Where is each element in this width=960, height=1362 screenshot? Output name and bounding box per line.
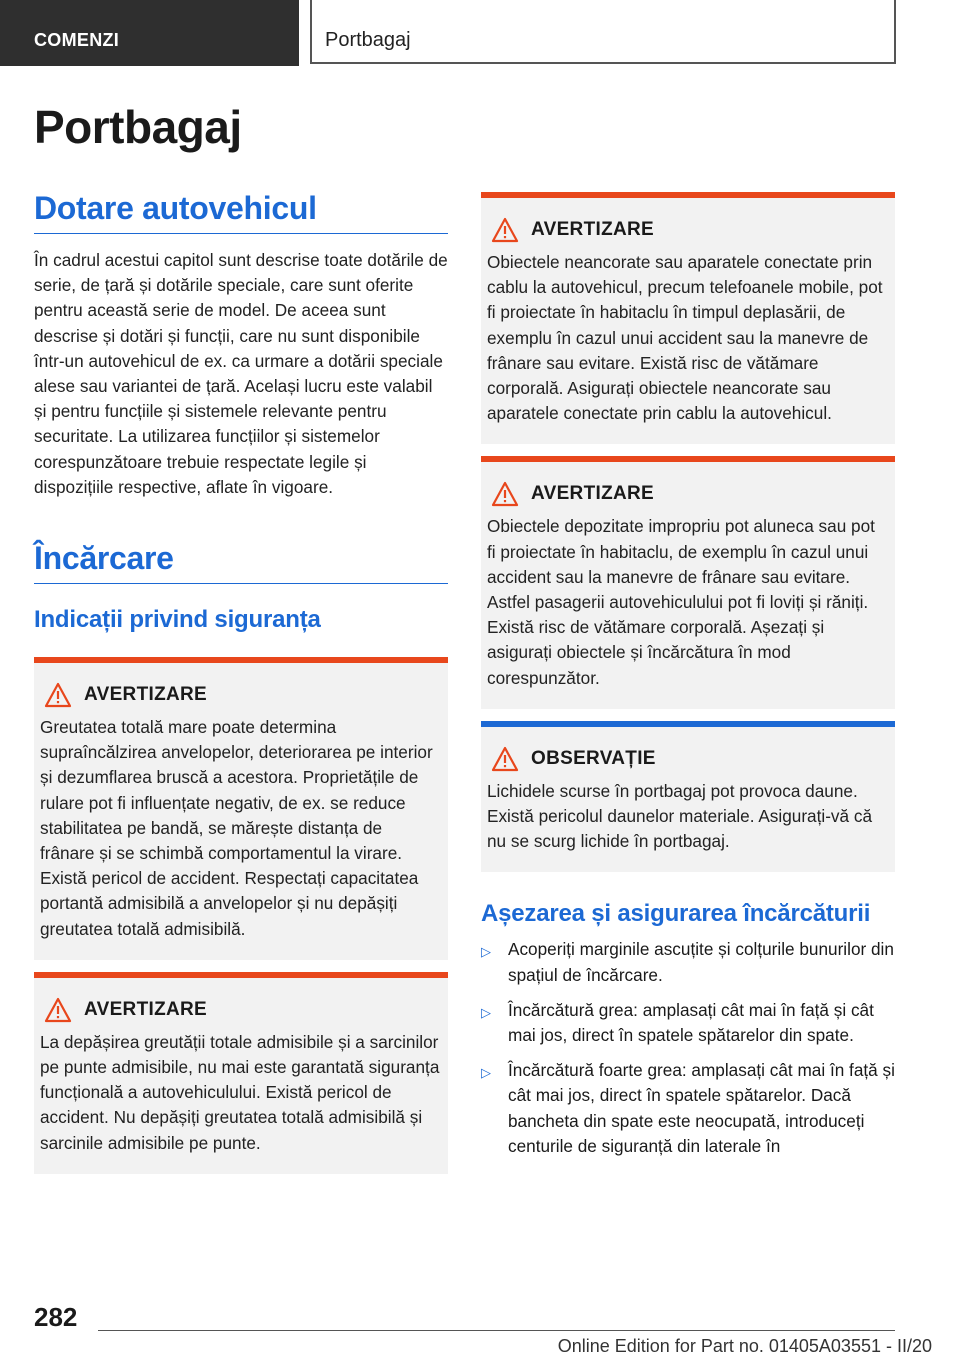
right-column <box>481 192 895 1169</box>
page-title: Portbagaj <box>34 101 242 153</box>
heading-incarcare: Încărcare <box>34 540 448 584</box>
warning-title: AVERTIZARE <box>84 998 207 1020</box>
page-number: 282 <box>34 1302 78 1332</box>
warning-triangle-icon <box>491 481 519 507</box>
subsection-label[interactable]: Portbagaj <box>310 0 896 64</box>
page-header <box>0 0 960 66</box>
warning-box <box>34 657 448 960</box>
notice-title: OBSERVAȚIE <box>531 747 656 769</box>
list-item <box>481 1058 895 1159</box>
warning-title: AVERTIZARE <box>531 219 654 240</box>
triangle-right-icon: ▷ <box>481 1004 491 1020</box>
section-tab[interactable]: COMENZI <box>0 0 299 66</box>
warning-triangle-icon <box>491 746 519 772</box>
notice-text: Lichidele scurse în portbagaj pot provoca daune. Există pericolul daunelor materiale. Asigurați-vă că nu se scurg lichide în portbagaj. <box>487 780 872 852</box>
triangle-right-icon: ▷ <box>481 1065 491 1081</box>
warning-text: Obiectele neancorate sau aparatele conectate prin cablu la autovehicul, precum telefoanele mobile, pot fi proiectate în habitaclu în timpul deplasării, de exemplu în cazul unui accident sau la manevre de frânare sau evitare. Există risc de vătămare corporală. Asigurați obiectele neancorate sau aparatele conectate prin cablu la autovehicul. <box>487 252 883 424</box>
warning-box <box>481 456 895 708</box>
heading-asezarea: Așezarea și asigurarea încărcăturii <box>481 900 871 928</box>
warning-title: AVERTIZARE <box>84 684 207 706</box>
warning-text: Greutatea totală mare poate determina supraîncălzirea anvelopelor, deteriorarea pe interior și dezumflarea bruscă a acestora. Proprietățile de rulare pot fi influențate negativ, de ex. se reduce stabilitatea pe bandă, se mărește distanța de frânare și se schimbă comportamentul la virare. Există pericol de accident. Respectați capacitatea portantă admisibilă a anvelopelor și nu depășiți greutatea totală admisibilă. <box>40 717 433 939</box>
warning-triangle-icon <box>491 217 519 243</box>
heading-indicatii: Indicații privind siguranța <box>34 606 321 634</box>
triangle-right-icon: ▷ <box>481 944 491 960</box>
step-text: Acoperiți marginile ascuțite și colțurile bunurilor din spațiul de încărcare. <box>508 939 894 985</box>
notice-box <box>481 721 895 873</box>
warning-text: La depășirea greutății totale admisibile și a sarcinilor pe punte admisibile, nu mai este garantată siguranța funcțională a autovehiculului. Există pericol de accident. Nu depășiți greutatea totală admisibilă și sarcinile admisibile pe punte. <box>40 1031 440 1153</box>
warning-text: Obiectele depozitate impropriu pot aluneca sau pot fi proiectate în habitaclu, de exemplu în cazul unui accident sau la manevre de frânare sau evitare. Astfel pasagerii autovehiculului pot fi loviți și răniți. Există risc de vătămare corporală. Așezați și asigurați obiectele și încărcătura în mod corespunzător. <box>487 516 875 688</box>
footer-edition: Online Edition for Part no. 01405A03551 - II/20 <box>557 1336 932 1356</box>
list-item <box>481 998 895 1048</box>
intro-paragraph: În cadrul acestui capitol sunt descrise toate dotările de serie, de țară și dotările speciale, care sunt oferite pentru această serie de model. De aceea sunt descrise și dotări și funcții, care nu sunt disponibile într-un autovehicul de ex. ca urmare a dotării speciale alese sau variantei de țară. Același lucru este valabil și pentru funcțiile și sistemele relevante pentru securitate. La utilizarea funcțiilor și sistemelor corespunzătoare trebuie respectate legile și dispozițiile respective, aflate în vigoare. <box>34 250 448 497</box>
warning-box <box>481 192 895 444</box>
warning-title: AVERTIZARE <box>531 483 654 505</box>
footer-divider <box>98 1330 895 1331</box>
heading-dotare: Dotare autovehicul <box>34 190 448 234</box>
step-text: Încărcătură foarte grea: amplasați cât mai în față și cât mai jos, direct în spatele spătarelor. Dacă bancheta din spate este neocupată, introduceți centurile de siguranță din laterale în <box>508 1060 895 1156</box>
warning-triangle-icon <box>44 997 72 1023</box>
steps-list <box>481 937 895 1159</box>
left-column <box>34 190 448 1174</box>
step-text: Încărcătură grea: amplasați cât mai în față și cât mai jos, direct în spatele spătarelor din spate. <box>508 999 874 1046</box>
list-item <box>481 937 895 987</box>
warning-triangle-icon <box>44 682 72 708</box>
warning-box <box>34 972 448 1174</box>
